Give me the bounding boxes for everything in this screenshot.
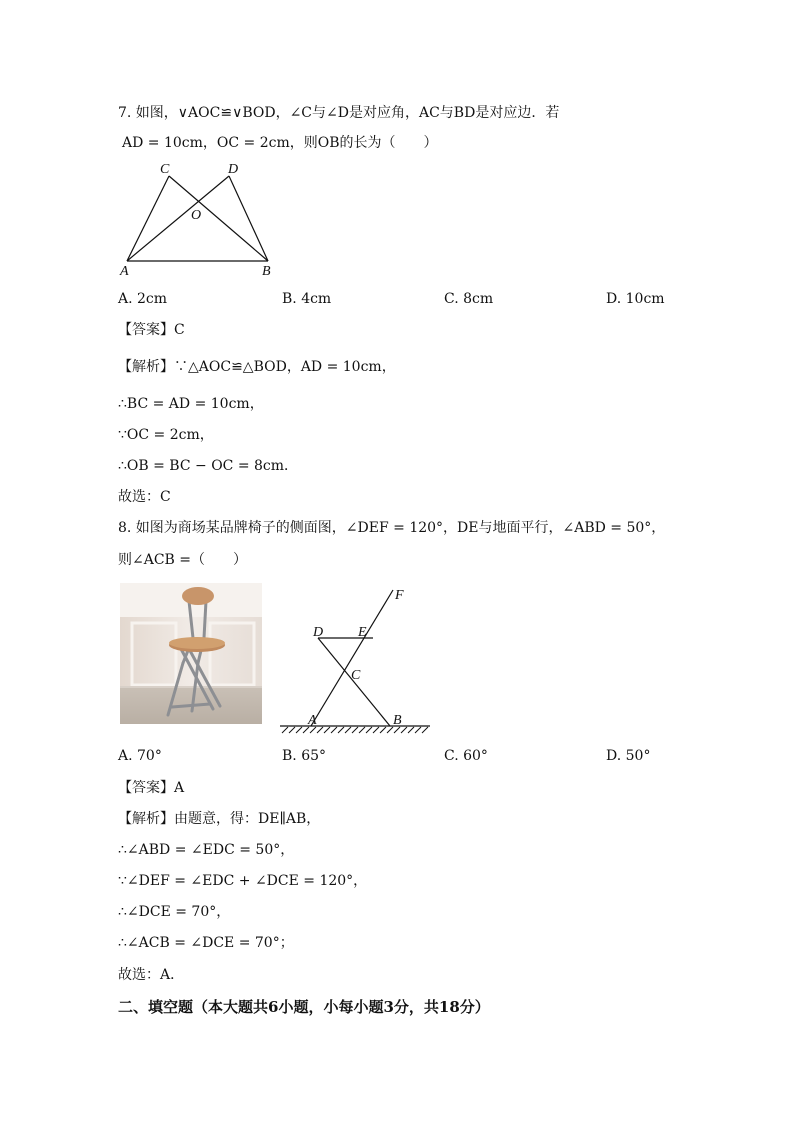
q7-analysis-line2: ∴BC = AD = 10cm， [118,396,264,412]
q8-label-e: E [358,625,367,640]
q7-analysis-line3: ∵OC = 2cm， [118,427,214,443]
q7-analysis-line5: 故选：C [118,489,171,505]
q8-geometry-figure [278,583,438,738]
q7-option-a: A. 2cm [118,291,168,307]
q8-label-b: B [393,713,402,728]
q7-label-c: C [160,162,170,177]
q7-analysis-line1: 【解析】∵△AOC≌△BOD，AD = 10cm， [118,359,396,375]
q7-answer: 【答案】C [118,322,185,338]
q7-triangle-figure [110,155,310,285]
q7-stem-line1: 7. 如图，∨AOC≌∨BOD，∠C与∠D是对应角，AC与BD是对应边．若 [118,105,560,121]
q8-label-a: A [308,713,317,728]
q8-option-c: C. 60° [444,748,488,764]
q8-label-d: D [313,625,324,640]
section2-heading: 二、填空题（本大题共6小题，小每小题3分，共18分） [118,998,490,1016]
q8-option-a: A. 70° [118,748,162,764]
q8-analysis-line6: 故选：A． [118,967,185,983]
q7-option-c: C. 8cm [444,291,494,307]
q7-option-d: D. 10cm [606,291,665,307]
q8-answer: 【答案】A [118,780,185,796]
q7-label-o: O [191,208,202,223]
q7-label-a: A [120,264,129,279]
q8-analysis-line4: ∴∠DCE = 70°， [118,904,231,920]
q7-label-d: D [228,162,239,177]
q8-label-f: F [395,588,404,603]
q7-label-b: B [262,264,271,279]
q8-label-c: C [351,668,361,683]
q8-analysis-line3: ∵∠DEF = ∠EDC + ∠DCE = 120°， [118,873,368,889]
q8-analysis-line2: ∴∠ABD = ∠EDC = 50°， [118,842,295,858]
q7-option-b: B. 4cm [282,291,332,307]
q8-stem-line2: 则∠ACB =（ ） [118,552,248,568]
q8-option-b: B. 65° [282,748,327,764]
q8-option-d: D. 50° [606,748,651,764]
q8-stem-line1: 8. 如图为商场某品牌椅子的侧面图，∠DEF = 120°，DE与地面平行，∠ABD = 50°， [118,520,666,536]
q7-stem-line2: AD = 10cm，OC = 2cm，则OB的长为（ ） [122,135,438,151]
q8-analysis-line1: 【解析】由题意，得：DE∥AB， [118,811,321,827]
q8-analysis-line5: ∴∠ACB = ∠DCE = 70°； [118,935,294,951]
chair-photo [120,583,262,724]
q7-analysis-line4: ∴OB = BC − OC = 8cm． [118,458,299,474]
